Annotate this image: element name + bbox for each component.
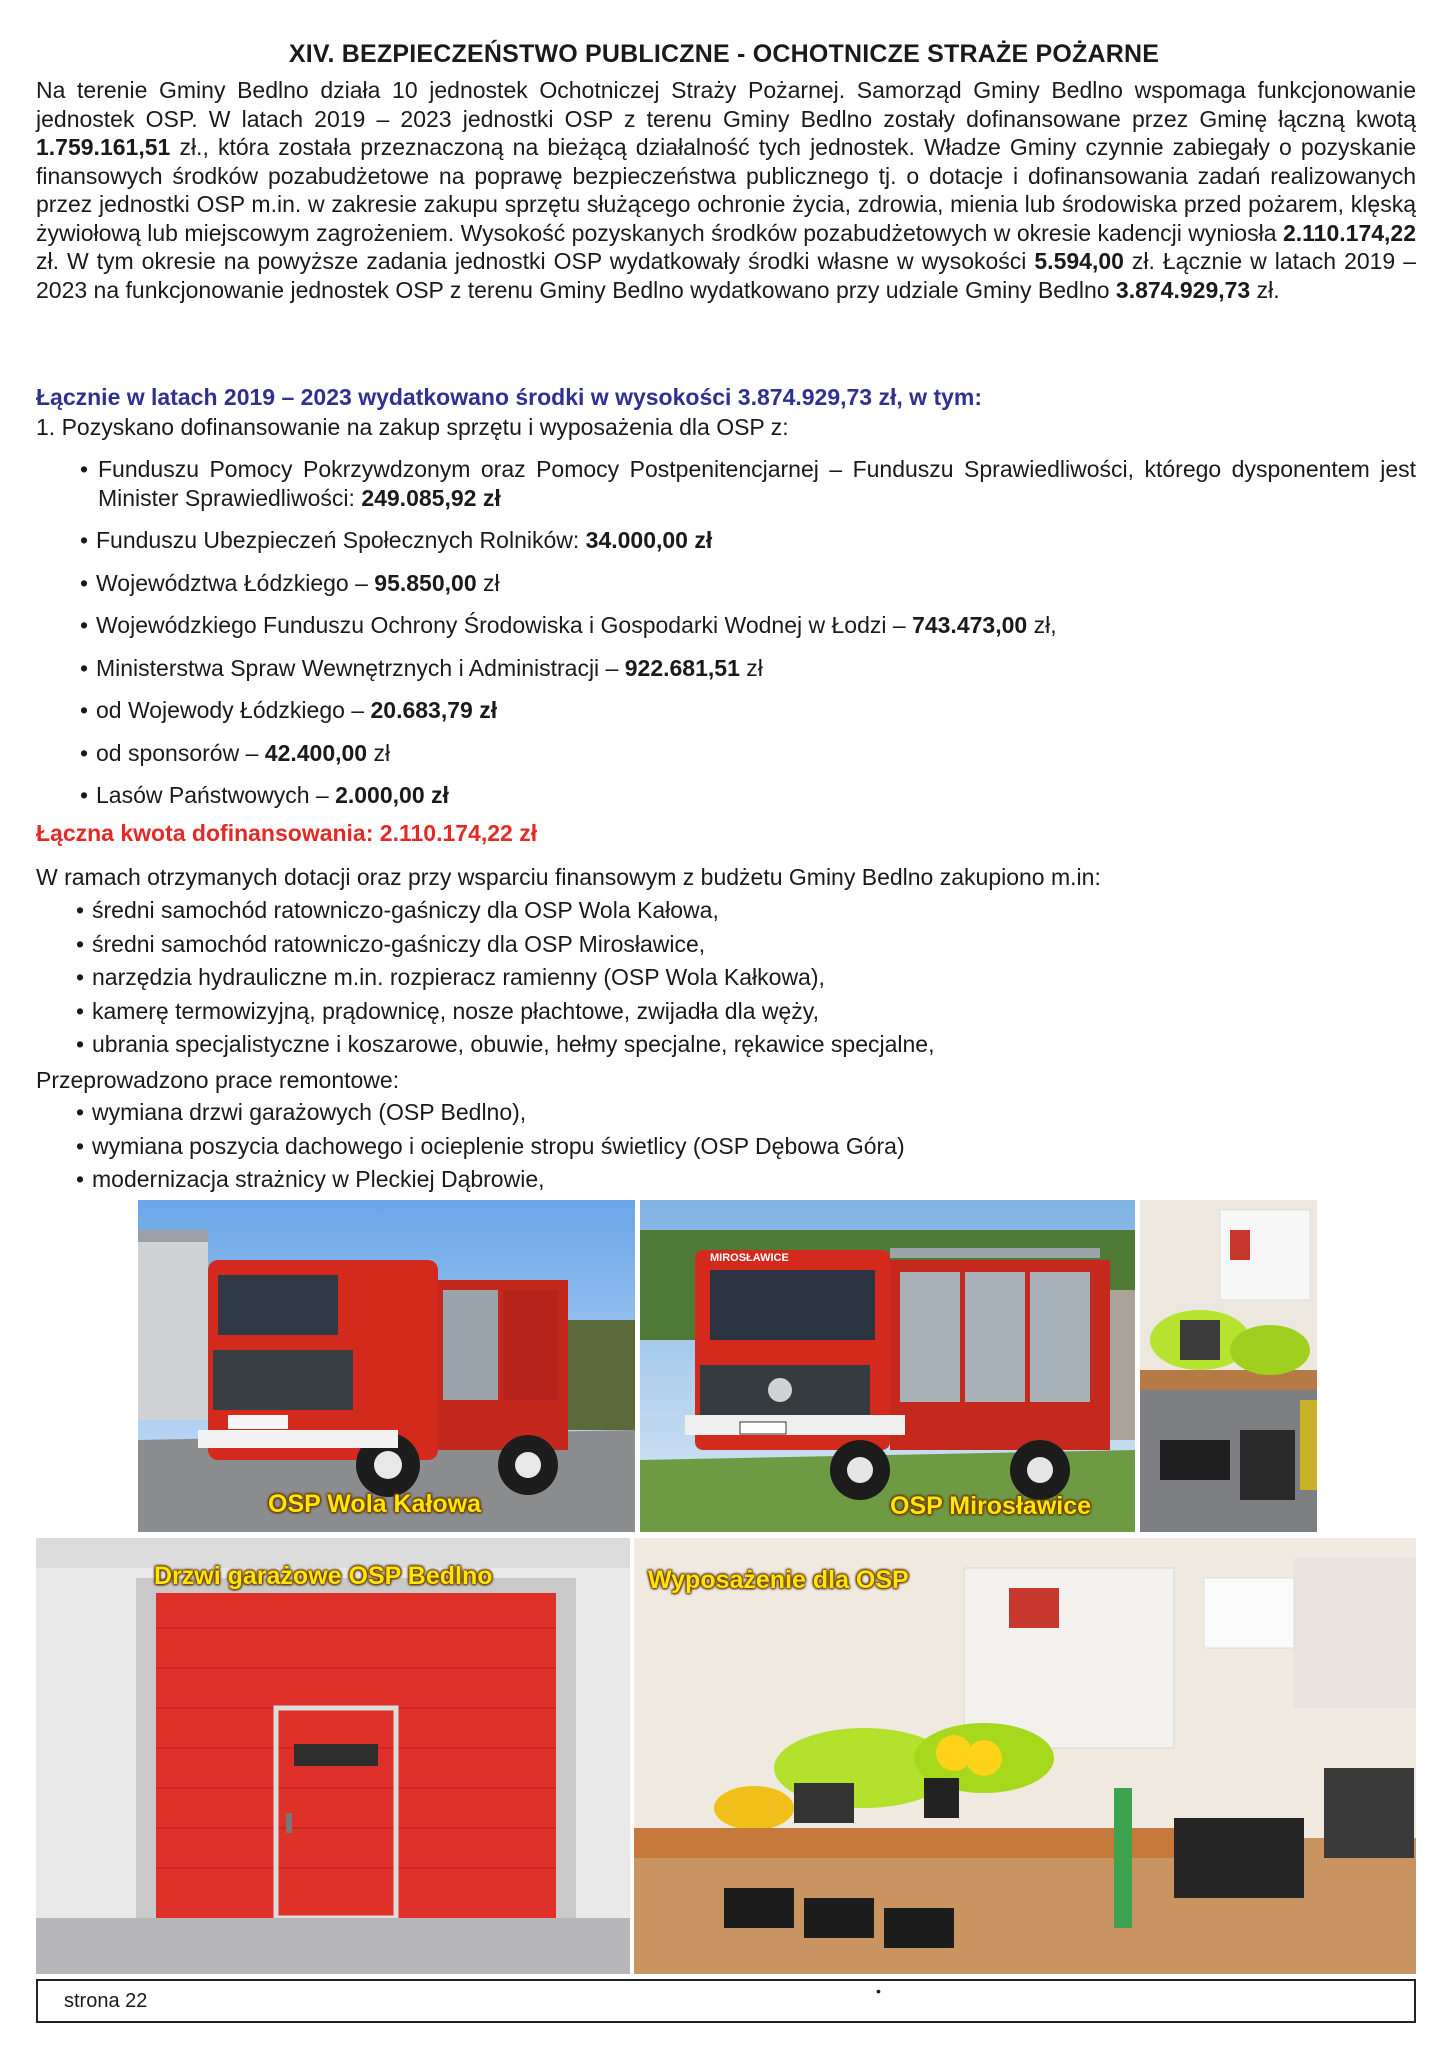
intro-text-4: zł. Łącznie w latach 2019 – 2023 na funkcjonowanie jednostek OSP z terenu Gminy Bedlno wydatkowano przy udziale Gminy Bedlno <box>36 248 1416 303</box>
page-number: strona 22 <box>64 1990 148 2012</box>
total-funding-heading: Łączna kwota dofinansowania: 2.110.174,22 zł <box>36 820 538 846</box>
list-item: • modernizacja strażnicy w Pleckiej Dąbrowie, <box>76 1163 905 1197</box>
funding-sources-list <box>80 455 1416 824</box>
list-item: • wymiana drzwi garażowych (OSP Bedlno), <box>76 1096 905 1130</box>
equipment-photo-illustration <box>634 1538 1416 1974</box>
intro-amount-2: 2.110.174,22 <box>1282 219 1416 246</box>
purchases-intro: W ramach otrzymanych dotacji oraz przy wsparciu finansowym z budżetu Gminy Bedlno zakupiono m.in: <box>36 864 1101 890</box>
total-spending-heading: Łącznie w latach 2019 – 2023 wydatkowano środki w wysokości 3.874.929,73 zł, w tym: <box>36 384 982 410</box>
intro-text-1: Na terenie Gminy Bedlno działa 10 jednostek Ochotniczej Straży Pożarnej. Samorząd Gminy Bedlno wspomaga funkcjonowanie jednostek OSP. W latach 2019 – 2023 jednostki OSP z terenu Gminy Bedlno zostały dofinansowane przez Gminę łączną kwotą <box>36 77 1416 132</box>
garage-door-illustration <box>36 1538 630 1974</box>
list-item: • Lasów Państwowych – 2.000,00 zł <box>80 781 1416 810</box>
photo-truck-wola-kalowa <box>138 1200 635 1532</box>
intro-amount-1: 1.759.161,51 <box>36 134 171 160</box>
list-item: • wymiana poszycia dachowego i ocieplenie stropu świetlicy (OSP Dębowa Góra) <box>76 1130 905 1164</box>
photo-caption: Drzwi garażowe OSP Bedlno <box>154 1562 493 1590</box>
photo-caption: OSP Wola Kałowa <box>268 1490 482 1518</box>
list-item: • ubrania specjalistyczne i koszarowe, obuwie, hełmy specjalne, rękawice specjalne, <box>76 1028 934 1062</box>
intro-text-3: zł. W tym okresie na powyższe zadania jednostki OSP wydatkowały środki własne w wysokości <box>36 248 1035 274</box>
equipment-photo-illustration <box>1140 1200 1317 1532</box>
page-footer <box>36 1979 1416 2023</box>
list-item: • Funduszu Pomocy Pokrzywdzonym oraz Pomocy Postpenitencjarnej – Funduszu Sprawiedliwości, którego dysponentem jest Minister Sprawiedliwości: 249.085,92 zł <box>80 455 1416 512</box>
repairs-intro: Przeprowadzono prace remontowe: <box>36 1067 400 1093</box>
list-item: • Funduszu Ubezpieczeń Społecznych Rolników: 34.000,00 zł <box>80 526 1416 555</box>
section-title: XIV. BEZPIECZEŃSTWO PUBLICZNE - OCHOTNICZE STRAŻE POŻARNE <box>288 40 1160 68</box>
photo-caption: OSP Mirosławice <box>890 1492 1092 1520</box>
intro-text-5: zł. <box>1250 276 1280 303</box>
list-item: • kamerę termowizyjną, prądownicę, nosze płachtowe, zwijadła dla węży, <box>76 995 934 1029</box>
list-item: • Ministerstwa Spraw Wewnętrznych i Administracji – 922.681,51 zł <box>80 654 1416 683</box>
list-item: • od Wojewody Łódzkiego – 20.683,79 zł <box>80 696 1416 725</box>
repairs-list <box>76 1096 905 1197</box>
photo-equipment-large <box>634 1538 1416 1974</box>
footer-dot: • <box>876 1983 881 1999</box>
purchases-list <box>76 894 934 1062</box>
photo-garage-door <box>36 1538 630 1974</box>
intro-paragraph <box>36 76 1416 304</box>
photo-caption: Wyposażenie dla OSP <box>648 1566 909 1594</box>
list-item: • Województwa Łódzkiego – 95.850,00 zł <box>80 569 1416 598</box>
truck-photo-illustration <box>640 1200 1135 1532</box>
truck-photo-illustration <box>138 1200 635 1532</box>
truck-sign: MIROSŁAWICE <box>710 1252 789 1264</box>
intro-amount-4: 3.874.929,73 <box>1115 276 1251 303</box>
intro-text-2: zł., która została przeznaczoną na bieżącą działalność tych jednostek. Władze Gminy czynnie zabiegały o pozyskanie finansowych środków pozabudżetowe na poprawę bezpieczeństwa publicznego tj. o dotacje i dofinansowania zadań realizowanych przez jednostki OSP m.in. w zakresie zakupu sprzętu służącego ochronie życia, zdrowia, mienia lub środowiska przed pożarem, klęską żywiołową lub miejscowym zagrożeniem. Wysokość pozyskanych środków pozabudżetowych w okresie kadencji wyniosła <box>36 134 1416 246</box>
numbered-item: 1. Pozyskano dofinansowanie na zakup sprzętu i wyposażenia dla OSP z: <box>36 414 789 440</box>
list-item: • średni samochód ratowniczo-gaśniczy dla OSP Mirosławice, <box>76 928 934 962</box>
photo-equipment-small <box>1140 1200 1317 1532</box>
list-item: • od sponsorów – 42.400,00 zł <box>80 739 1416 768</box>
list-item: • narzędzia hydrauliczne m.in. rozpieracz ramienny (OSP Wola Kałkowa), <box>76 961 934 995</box>
list-item: • średni samochód ratowniczo-gaśniczy dla OSP Wola Kałowa, <box>76 894 934 928</box>
intro-amount-3: 5.594,00 <box>1034 248 1124 274</box>
list-item: • Wojewódzkiego Funduszu Ochrony Środowiska i Gospodarki Wodnej w Łodzi – 743.473,00 zł, <box>80 611 1416 640</box>
photo-truck-miroslawice <box>640 1200 1135 1532</box>
